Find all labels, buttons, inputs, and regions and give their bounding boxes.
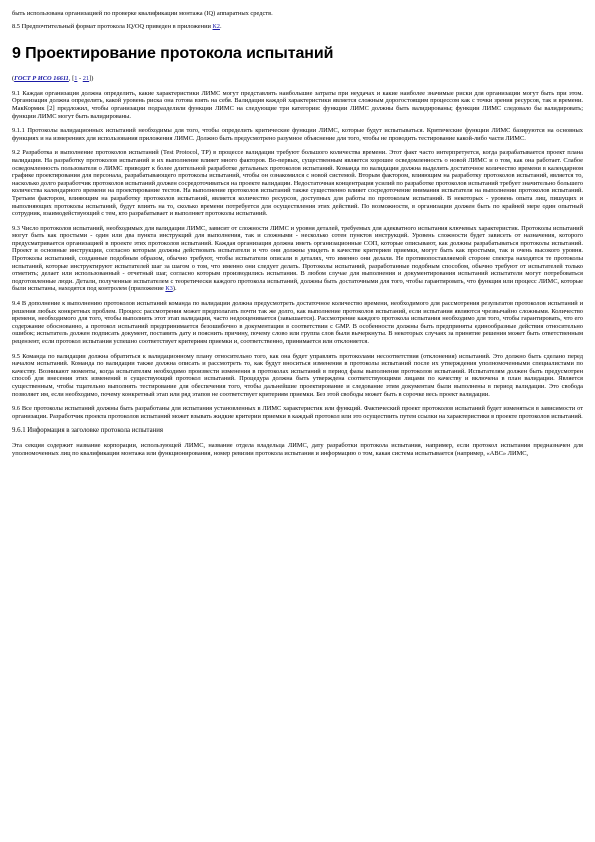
paragraph-9-5: 9.5 Команда по валидации должна обратиться к валидационному плану относительно того, как она будет управлять протоколами несоответствия (отклонения) испытаний. Это должно быть сделано перед началом испытаний. Команда по валидации также должна описать и рассмотреть то, как будут вноситься изменения в протоколы испытаний после их утверждения уполномоченными специалистами по качеству. Возникают моменты, когда испытателям необходимо произвести изменения в протоколах испытаний в период фазы выполнения протоколов испытаний. Испытателям должен быть предусмотрен способ для внесения этих изменений в существующий протокол испытаний. Процедура должна быть утверждена соответствующими лицами по качеству и включена в план валидации. Является существенным, чтобы тщательно выполнять тестирование для обеспечения того, чтобы дальнейшие проектирование и следование этим документам были выполнены в период валидации. Это свобода позволяет им, если необходимо, почему конкретный этап или ряд этапов не соответствует критериям приемки. Без этой свободы может быть в сорочке весь проект валидации. bbox=[12, 352, 583, 398]
reference-link-1[interactable]: 1 bbox=[74, 75, 78, 83]
paragraph-8-5-text: 8.5 Предпочтительный формат протокола IQ/OQ приведен в приложении bbox=[12, 22, 213, 30]
subsection-9-6-1-heading bbox=[12, 427, 583, 435]
paragraph-9-1-1: 9.1.1 Протоколы валидационных испытаний необходимы для того, чтобы определить критические функции ЛИМС, которые будут испытываться. Критические функции ЛИМС базируются на основных функциях и на измерениях для использования приложения ЛИМС. Должно быть предусмотрено разумное объяснение для того, чтобы не проводить тестирование какой-либо части ЛИМС. bbox=[12, 127, 583, 142]
subsection-number: 9.6.1 bbox=[12, 427, 26, 435]
paragraph-top: быть использована организацией по проверке квалификации монтажа (IQ) аппаратных средств. bbox=[12, 10, 273, 17]
paragraph-8-5 bbox=[12, 23, 583, 31]
appendix-k2-link[interactable]: К2 bbox=[212, 22, 220, 30]
paragraph-9-6: 9.6 Все протоколы испытаний должны быть разработаны для испытания установленных в ЛИМС характеристик или функций. Фактический проект протоколов испытаний будет изменяться в зависимости от организации. Разработчик проекта протоколов испытаний может взывать жидкие критерии приемки в каждый протокол или это осуществить путем ссылки на характеристики в проекте протоколов испытаний. bbox=[12, 405, 583, 420]
reference-link-21[interactable]: 21 bbox=[82, 75, 90, 83]
subsection-title: Информация в заголовке протокола испытания bbox=[27, 427, 164, 435]
paragraph-9-1: 9.1 Каждая организация должна определить, какие характеристики ЛИМС могут представлять наибольшие затраты при неудачах и какие наиболее значимые риски для организации могут быть при этом. Организация должна определить, какой уровень риска она готова взять на себя. Валидация каждой характеристики является сложным дорогостоящим процессом как с точки зрения ресурсов, так и времени. МакКормик [2] предложил, чтобы организации подразделили функции ЛИМС на следующие три категории: функции ЛИМС должны быть валидированы; функции ЛИМС следовало бы валидировать; функции ЛИМС могут быть валидированы. bbox=[12, 89, 583, 120]
appendix-k3-link[interactable]: К3 bbox=[165, 285, 173, 293]
paragraph-9-4: 9.4 В дополнение к выполнению протоколов испытаний команда по валидации должна предусмотреть достаточное количество времени, необходимого для рассмотрения результатов протоколов испытаний и решения любых конкретных проблем. Процесс рассмотрения может предполагать почти так же долго, как выполнение протоколов испытаний, если испытания являются чрезвычайно сложными. Количество времени, необходимого для того, чтобы выполнить этот этап валидации, часто недооценивается (завышается). Рассмотрение каждого протокола испытания необходимо для того, чтобы гарантировать, что его содержание обоснованно, а протокол испытаний предпринимается безошибочно в документации в соответствии с GMP. В особенности должны быть предприняты единообразные действия относительно ошибок; испытатель должен подписать документ, поставить дату и пояснить причину, почему слово или группа слов были вычеркнуты. В некоторых случаях за принятие решения может быть ответственным рецензент, если протокол испытания успешно соответствует критериям приемки и, соответственно, принимается или отклоняется. bbox=[12, 300, 583, 345]
paragraph-header-info: Эта секция содержит название корпорации, использующей ЛИМС, название отдела владельца ЛИМС, дату разработки протокола испытания, например, если протокол испытания предназначен для уполномоченных лиц по квалификации монтажа или функционирования, номер ревизии протокола испытания и информацию о том, какая система испытывается (например, «АВС» ЛИМС, bbox=[12, 442, 583, 457]
paragraph-9-3: 9.3 Число протоколов испытаний, необходимых для валидации ЛИМС, зависит от сложности ЛИМС и уровня деталей, требуемых для адекватного испытания ключевых характеристик. Протоколы испытаний могут быть как простыми - один или два пункта инструкций для выполнения, так и сложными - несколько сотен пунктов инструкций. Уровень сложности будет зависеть от назначения, которого предусматривается организацией в проекте этих протоколов испытаний. Каждая организация должна иметь организационные СОП, которые описывают, как должны разрабатываться протоколы испытаний. Проект и основные инструкции, согласно которым должны действовать испытатели и что они должны увидеть в качестве критериев приемки, могут быть как простыми, так и очень высокого уровня. Протоколы испытаний, созданные подобным образом, обычно требуют, чтобы испытатели описали в деталях, что именно они делали. Не противопоставляемой стороне спектра находятся те протоколы испытаний, которые инструктируют испытателей шаг за шагом о том, что именно они следует делать. Протоколы испытаний, разработанные подобным способом, обычно требуют от испытателей только отметить; делает или использованный - отчетный шаг, согласно которым производились испытания. В любом случае для выполнения и документирования испытаний испытатели могут потребоваться подготовленные люди. Детали, полученные испытателем с теоретически каждого протокола испытаний, должны быть достаточными для того, чтобы гарантировать, что функция или процесс ЛИМС, которые были испытаны, находятся под контролем (приложение К3). bbox=[12, 224, 583, 293]
standard-reference: (ГОСТ Р ИСО 16611, [1 - 21]) bbox=[12, 75, 94, 83]
section-title: 9 Проектирование протокола испытаний bbox=[12, 45, 334, 63]
paragraph-8-5-tail: . bbox=[219, 22, 222, 30]
standard-link[interactable]: ГОСТ Р ИСО 16611 bbox=[14, 75, 69, 83]
paragraph-9-3-text: 9.3 Число протоколов испытаний, необходимых для валидации ЛИМС, зависит от сложности ЛИМС и уровня деталей, требуемых для адекватного испытания ключевых характеристик. Протоколы испытаний могут быть как простыми - один или два пункта инструкций для выполнения, так и сложными - несколько сотен пунктов инструкций. Уровень сложности будет зависеть от назначения, которого предусматривается организацией в проекте этих протоколов испытаний. Каждая организация должна иметь организационные СОП, которые описывают, как должны разрабатываться протоколы испытаний. Проект и основные инструкции, согласно которым должны действовать испытатели и что они должны увидеть в качестве критериев приемки, могут быть как простыми, так и очень высокого уровня. Протоколы испытаний, созданные подобным образом, обычно требуют, чтобы испытатели описали в деталях, что именно они делали. Не противопоставляемой стороне спектра находятся те протоколы испытаний, которые инструктируют испытателей шаг за шагом о том, что именно они следует делать. Протоколы испытаний, разработанные подобным способом, обычно требуют от испытателей только отметить; делает или использованный - отчетный шаг, согласно которым производились испытания. В любом случае для выполнения и документирования испытаний испытатели могут потребоваться подготовленные люди. Детали, полученные испытателем с теоретически каждого протокола испытаний, должны быть достаточными для того, чтобы гарантировать, что функция или процесс ЛИМС, которые были испытаны, находятся под контролем (приложение bbox=[12, 224, 583, 293]
paragraph-9-2: 9.2 Разработка и выполнение протоколов испытаний (Test Protocol, TP) в процессе валидации требуют большого количества времени. Этот факт часто интерпретуется, когда разрабатывается проект плана валидации. На разработку протоколов испытаний и их выполнение влияет много факторов. Во-первых, существенным является хорошее осведомленность о новой ЛИМС и о том, как она работает. Слабое осведомленность пользователя о ЛИМС приводит к более длительной разработке детальных протоколов испытаний. Команда по валидации должна выделить достаточное количество времени в календарном графике проектирования для персонала, разрабатывающего протоколы испытаний, чтобы он ознакомился с новой системой. Вторым фактором, влияющим на разработку протоколов испытаний, является то, насколько долго разработчик протоколов испытаний должен сосредоточиваться на проекте валидации. Недостаточная концентрация усилий по разработке протоколов испытаний требует значительно большего количества календарного времени на проектирование тестов. На выполнение протоколов испытаний также существенно влияет сосредоточение внимания испытателя на выполнении протоколов испытаний. Третьим фактором, влияющим на разработку протоколов испытаний, является количество ресурсов, доступных для работы по протоколам испытаний. В некоторых - уровень опыта лиц, пишущих и выполняющих протоколы испытаний, будут влиять на то, сколько времени потребуется для осуществления этих действий. По возможности, в организации должен быть по крайней мере один опытный сотрудник, взаимодействующий с тем, кто разрабатывает и выполняет протоколы испытаний. bbox=[12, 149, 583, 218]
